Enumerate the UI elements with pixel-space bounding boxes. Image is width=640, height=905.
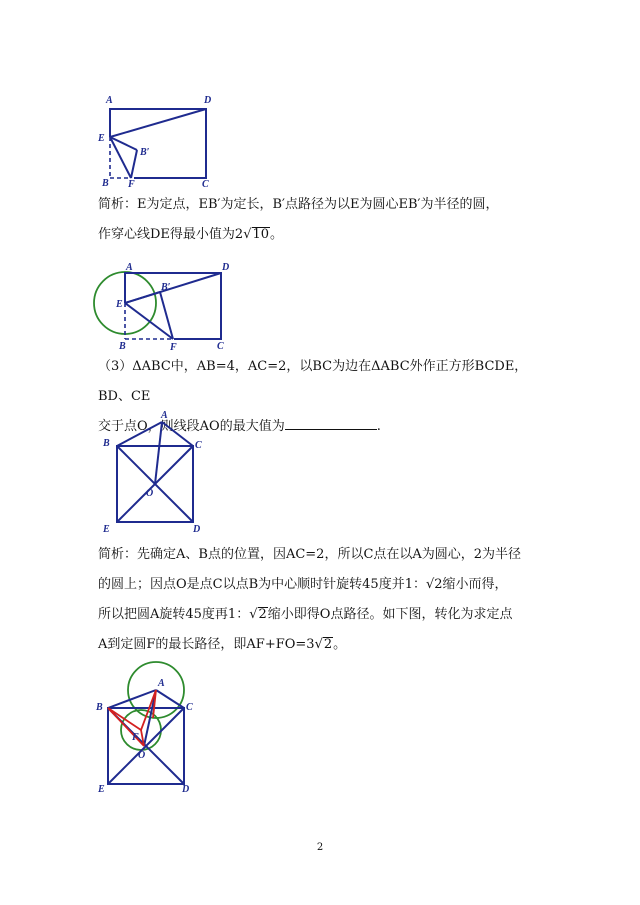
analysis-1-line-2-text: 作穿心线DE得最小值为 — [98, 227, 235, 242]
analysis-3-line-3-text: 所以把圆A旋转45度再1： — [98, 607, 250, 622]
label-C: C — [217, 341, 224, 352]
sqrt-radicand: 2 — [258, 607, 267, 622]
label-E: E — [98, 133, 105, 144]
problem-3-line-2-text: 交于点O，则线段AO的最大值为 — [98, 419, 285, 434]
analysis-3 — [98, 540, 550, 660]
label-C: C — [186, 702, 193, 713]
label-B: B — [119, 341, 126, 352]
label-E: E — [98, 784, 105, 795]
analysis-3-line-4-text: A到定圆F的最长路径，即AF+FO=3 — [98, 637, 315, 652]
label-D: D — [182, 784, 190, 795]
sqrt-coefficient: 2 — [234, 227, 244, 242]
answer-blank — [285, 417, 377, 430]
analysis-3-line-4 — [98, 630, 550, 660]
label-B: B — [103, 438, 110, 449]
label-A: A — [126, 262, 133, 273]
page-number: 2 — [316, 842, 324, 853]
label-C: C — [195, 440, 202, 451]
analysis-3-line-2: 的圆上；因点O是点C以点B为中心顺时针旋转45度并1：√2缩小而得， — [98, 577, 508, 592]
label-O: O — [146, 488, 154, 499]
label-D: D — [193, 524, 201, 535]
analysis-3-line-3 — [98, 600, 550, 630]
figure-rectangle-fold — [96, 92, 216, 188]
label-A: A — [106, 95, 113, 106]
analysis-1 — [98, 190, 550, 250]
label-F: F — [132, 732, 139, 743]
label-D: D — [222, 262, 230, 273]
sqrt-sign: √ — [243, 227, 252, 242]
label-F: F — [170, 342, 177, 353]
sqrt-radicand: 2 — [323, 637, 333, 652]
label-B: B — [102, 178, 109, 189]
problem-3-line-2-end: . — [376, 419, 381, 434]
analysis-3-line-4-end: 。 — [333, 637, 347, 652]
figure-circle-path — [94, 262, 234, 352]
label-B: B — [96, 702, 103, 713]
sqrt-sign: √ — [314, 637, 323, 652]
analysis-1-line-2 — [98, 220, 550, 250]
label-A: A — [161, 410, 168, 421]
analysis-3-line-3-end: 缩小即得O点路径。如下图，转化为求定点 — [267, 607, 513, 622]
label-B-prime: B′ — [140, 147, 150, 158]
figure-solution-circles — [94, 660, 204, 796]
sqrt-radicand: 10 — [252, 227, 270, 242]
label-E: E — [116, 299, 123, 310]
figure-square-bcde — [100, 408, 210, 536]
analysis-3-line-1: 简析：先确定A、B点的位置，因AC=2，所以C点在以A为圆心，2为半径 — [98, 547, 522, 562]
label-C: C — [202, 179, 209, 190]
label-F: F — [128, 179, 135, 190]
label-D: D — [204, 95, 212, 106]
label-O: O — [138, 750, 146, 761]
analysis-1-line-1: 简析：E为定点，EB′为定长，B′点路径为以E为圆心EB′为半径的圆， — [98, 197, 499, 212]
analysis-1-line-2-end: 。 — [270, 227, 284, 242]
label-B-prime: B′ — [161, 282, 171, 293]
problem-3-line-1: （3）ΔABC中，AB=4，AC=2，以BC为边在ΔABC外作正方形BCDE，BD、CE — [98, 359, 528, 404]
sqrt-sign: √ — [249, 607, 258, 622]
label-A: A — [158, 678, 165, 689]
label-E: E — [103, 524, 110, 535]
